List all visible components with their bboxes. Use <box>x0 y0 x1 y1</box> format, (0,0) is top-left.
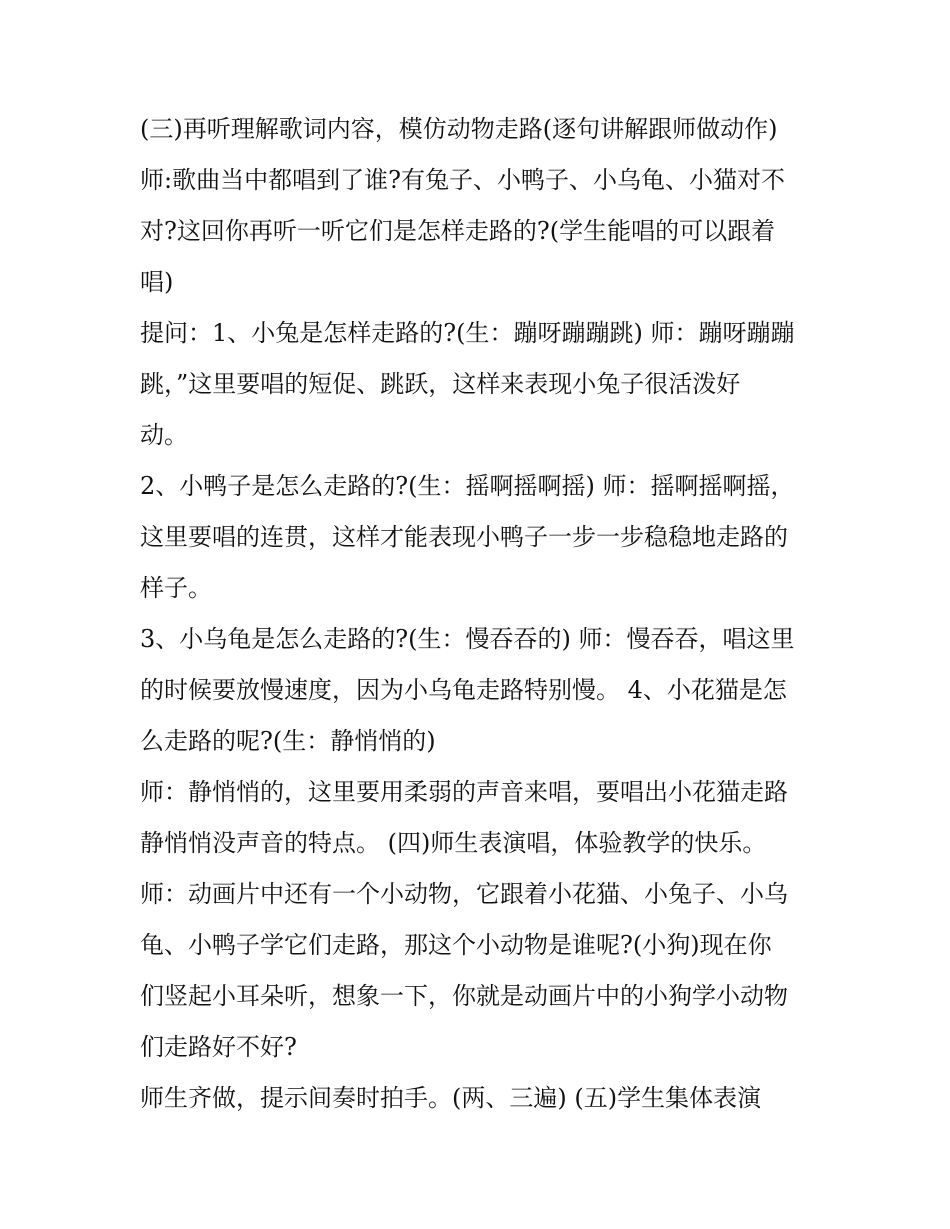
text-line: 提问：1、小兔是怎样走路的?(生：蹦呀蹦蹦跳) 师：蹦呀蹦蹦 <box>140 319 795 347</box>
text-line: (三)再听理解歌词内容，模仿动物走路(逐句讲解跟师做动作) <box>140 115 778 143</box>
text-line: 动。 <box>140 421 188 449</box>
text-line: 们走路好不好? <box>140 1033 297 1061</box>
text-line: 们竖起小耳朵听，想象一下，你就是动画片中的小狗学小动物 <box>140 982 788 1010</box>
text-line: 师:歌曲当中都唱到了谁?有兔子、小鸭子、小乌龟、小猫对不 <box>140 166 785 194</box>
text-line: 这里要唱的连贯，这样才能表现小鸭子一步一步稳稳地走路的 <box>140 523 788 551</box>
text-line: 2、小鸭子是怎么走路的?(生：摇啊摇啊摇) 师：摇啊摇啊摇， <box>140 472 795 500</box>
text-line: 静悄悄没声音的特点。 (四)师生表演唱，体验教学的快乐。 <box>140 829 767 857</box>
text-line: 的时候要放慢速度，因为小乌龟走路特别慢。 4、小花猫是怎 <box>140 676 787 704</box>
text-line: 跳，”这里要唱的短促、跳跃，这样来表现小兔子很活泼好 <box>140 370 741 398</box>
text-line: 样子。 <box>140 574 212 602</box>
text-line: 师生齐做，提示间奏时拍手。(两、三遍) (五)学生集体表演 <box>140 1084 762 1112</box>
text-line: 唱) <box>140 268 174 296</box>
lesson-text <box>140 104 820 1124</box>
text-line: 龟、小鸭子学它们走路，那这个小动物是谁呢?(小狗)现在你 <box>140 931 772 959</box>
text-line: 师：静悄悄的，这里要用柔弱的声音来唱，要唱出小花猫走路 <box>140 778 788 806</box>
text-line: 师：动画片中还有一个小动物，它跟着小花猫、小兔子、小乌 <box>140 880 788 908</box>
text-line: 么走路的呢?(生：静悄悄的) <box>140 727 436 755</box>
text-line: 对?这回你再听一听它们是怎样走路的?(学生能唱的可以跟着 <box>140 217 776 245</box>
text-line: 3、小乌龟是怎么走路的?(生：慢吞吞的) 师：慢吞吞，唱这里 <box>140 625 795 653</box>
